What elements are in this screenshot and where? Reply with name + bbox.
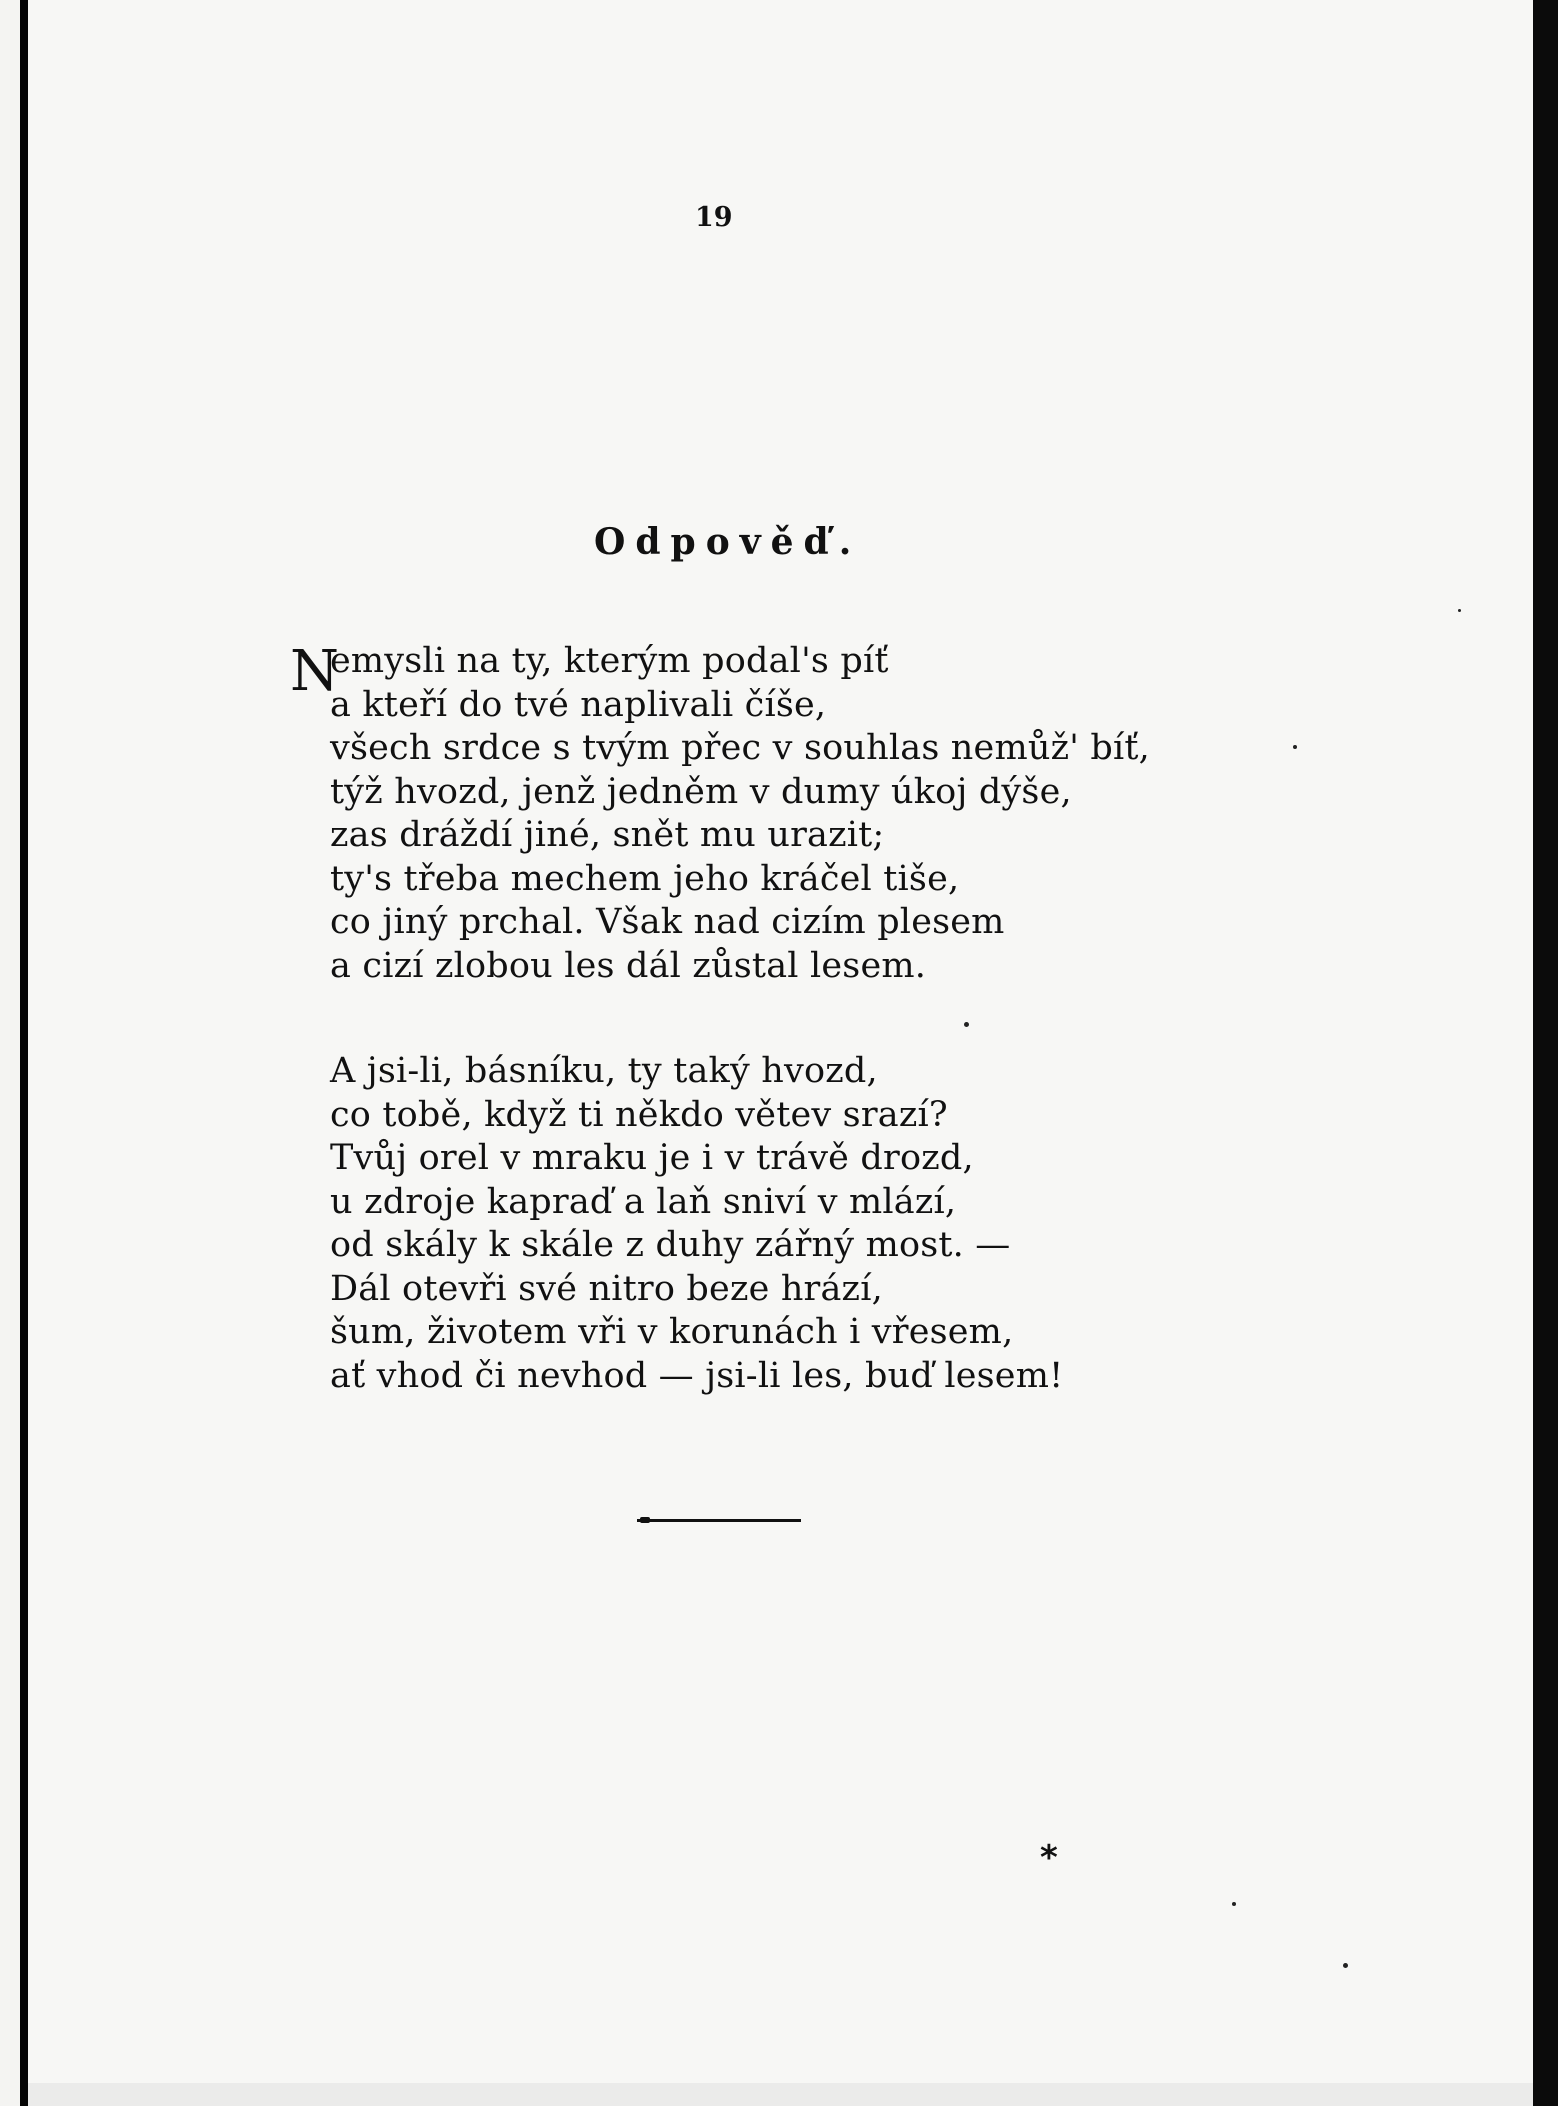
poem-line-1-text: emysli na ty, kterým podal's píť <box>330 641 889 681</box>
poem-line: co tobě, když ti někdo větev srazí? <box>330 1094 948 1135</box>
poem-line: ať vhod či nevhod — jsi-li les, buď lesem! <box>330 1355 1064 1396</box>
poem-line: a cizí zlobou les dál zůstal lesem. <box>330 945 927 986</box>
poem-line: šum, životem vři v korunách i vřesem, <box>330 1312 1014 1352</box>
binding-shadow <box>20 0 28 2106</box>
poem-line-1 <box>290 639 1230 704</box>
scan-speck <box>1458 609 1461 612</box>
asterisk-mark: * <box>1040 1838 1058 1878</box>
poem-line: ty's třeba mechem jeho kráčel tiše, <box>330 858 960 899</box>
end-rule <box>637 1519 801 1522</box>
poem-line: a kteří do tvé naplivali číše, <box>330 684 827 725</box>
poem-line: Tvůj orel v mraku je i v trávě drozd, <box>330 1138 974 1178</box>
drop-cap: N <box>290 639 340 704</box>
poem-line: všech srdce s tvým přec v souhlas nemůž' bíť, <box>330 728 1150 768</box>
stanza-1 <box>290 639 1230 988</box>
poem-line: u zdroje kapraď a laň sniví v mlází, <box>330 1181 957 1222</box>
stanza-2 <box>330 1050 1230 1398</box>
poem-line: od skály k skále z duhy zářný most. — <box>330 1225 1011 1265</box>
poem-line: zas dráždí jiné, snět mu urazit; <box>330 815 885 855</box>
page-number: 19 <box>695 202 733 233</box>
scan-speck <box>964 1022 969 1027</box>
poem-body <box>290 639 1230 1398</box>
poem-line: A jsi-li, básníku, ty taký hvozd, <box>330 1051 878 1091</box>
scan-margin-left <box>0 0 20 2106</box>
end-rule-stub <box>640 1517 650 1523</box>
poem-title: Odpověď. <box>594 521 862 563</box>
page-bottom-edge <box>28 2083 1533 2106</box>
scan-speck <box>1293 745 1297 749</box>
poem-line: co jiný prchal. Však nad cizím plesem <box>330 902 1005 942</box>
poem-line: týž hvozd, jenž jedněm v dumy úkoj dýše, <box>330 771 1072 812</box>
scan-speck <box>1232 1902 1236 1906</box>
poem-line: Dál otevři své nitro beze hrází, <box>330 1268 883 1309</box>
scan-speck <box>1343 1963 1348 1968</box>
